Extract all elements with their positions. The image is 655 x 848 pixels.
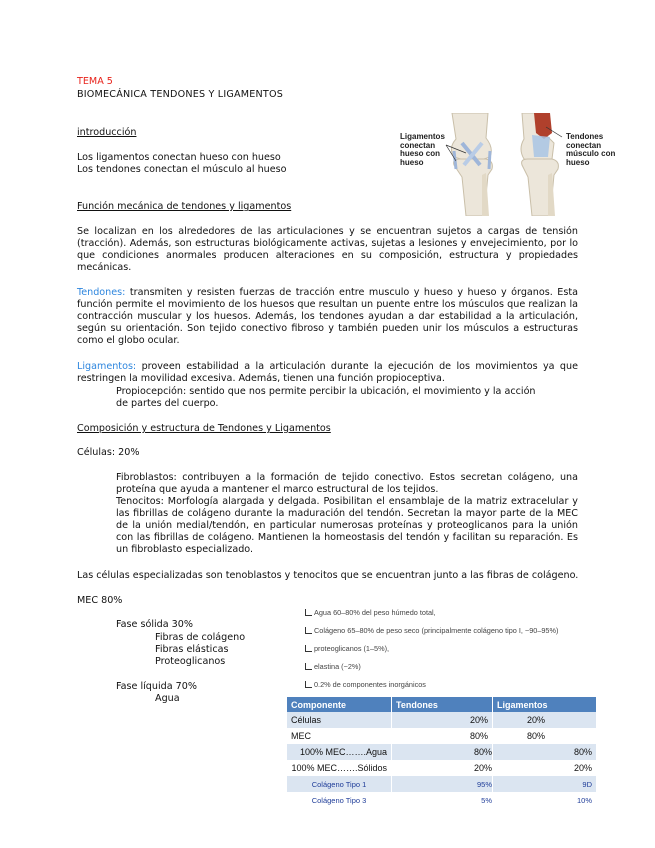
table-cell: 80% bbox=[493, 744, 597, 760]
table-cell: 100% MEC…….Sólidos bbox=[287, 760, 392, 776]
fibroblastos-paragraph: Fibroblastos: contribuyen a la formación de tejido conectivo. Estos secretan colágeno, una proteína que ayuda a mantener el marco estructural de los tejidos. bbox=[116, 472, 578, 495]
table-cell: 80% bbox=[392, 744, 493, 760]
checkbox-icon bbox=[305, 681, 312, 688]
table-cell: 20% bbox=[392, 760, 493, 776]
checkbox-icon bbox=[305, 627, 312, 634]
fase-solida-label: Fase sólida 30% bbox=[116, 619, 194, 630]
table-cell: Colágeno Tipo 3 bbox=[287, 792, 392, 808]
column-header: Tendones bbox=[392, 697, 493, 712]
table-row bbox=[287, 792, 597, 808]
ligamentos-text: proveen estabilidad a la articulación durante la ejecución de los movimientos ya que restringen la movilidad excesiva. Además, tienen una función propioceptiva. bbox=[77, 361, 578, 384]
component-list bbox=[305, 608, 558, 698]
table-cell: 95% bbox=[392, 776, 493, 792]
table-cell: 9D bbox=[493, 776, 597, 792]
funcion-paragraph: Se localizan en los alrededores de las articulaciones y se encuentran sujetos a cargas de tensión (tracción). Además, son estructuras biológicamente activas, sujetas a lesiones y envejecimiento, por lo que condiciones anormales producen alteraciones en su composición, estructura y propiedades mecánicas. bbox=[77, 226, 578, 273]
figure-label-tendones: Tendones conectan músculo con hueso bbox=[566, 132, 616, 167]
list-item: proteoglicanos (1–5%), bbox=[305, 644, 558, 662]
intro-line-ligamentos: Los ligamentos conectan hueso con hueso bbox=[77, 152, 281, 163]
list-item: 0.2% de componentes inorgánicos bbox=[305, 680, 558, 698]
list-item: Agua 60–80% del peso húmedo total, bbox=[305, 608, 558, 626]
table-header-row bbox=[287, 697, 597, 712]
celulas-label: Células: 20% bbox=[77, 447, 140, 458]
solida-item: Fibras elásticas bbox=[155, 644, 229, 655]
table-cell: 100% MEC…….Agua bbox=[287, 744, 392, 760]
tendones-text: transmiten y resisten fuerzas de tracción entre musculo y hueso y hueso y órganos. Esta función permite el movimiento de los huesos que resultan un puente entre los músculos que realizan la contracción muscular y los huesos. Además, los tendones ayudan a dar estabilidad a la articulación, según su orientación. Son tejido conectivo fibroso y también pueden unir los músculos a estructuras como el globo ocular. bbox=[77, 287, 578, 346]
list-item: elastina (~2%) bbox=[305, 662, 558, 680]
table-cell: 80% bbox=[493, 728, 597, 744]
ligamentos-paragraph bbox=[77, 361, 578, 385]
tenocitos-paragraph: Tenocitos: Morfología alargada y delgada. Posibilitan el ensamblaje de la matriz extracelular y las fibrillas de colágeno durante la maduración del tendón. Secretan la mayor parte de la MEC de la unión medial/tendón, en particular numerosas proteínas y proteoglicanos para la unión con las fibrillas de colágeno. Mantienen la homeostasis del tendón y facilitan su reparación. Es un fibroblasto especializado. bbox=[116, 496, 578, 555]
table-cell: 80% bbox=[392, 728, 493, 744]
knee-anatomy-figure bbox=[394, 113, 621, 216]
composicion-heading: Composición y estructura de Tendones y Ligamentos bbox=[77, 423, 331, 434]
especializadas-line: Las células especializadas son tenoblastos y tenocitos que se encuentran junto a las fibras de colágeno. bbox=[77, 570, 579, 581]
solida-item: Proteoglicanos bbox=[155, 656, 226, 667]
table-cell: 5% bbox=[392, 792, 493, 808]
tendones-term: Tendones: bbox=[77, 287, 126, 298]
table-cell: 20% bbox=[392, 712, 493, 728]
checkbox-icon bbox=[305, 663, 312, 670]
checkbox-icon bbox=[305, 609, 312, 616]
solida-item: Fibras de colágeno bbox=[155, 632, 246, 643]
propiocepcion-line-1: Propiocepción: sentido que nos permite percibir la ubicación, el movimiento y la acción bbox=[116, 386, 536, 397]
table-cell: 20% bbox=[493, 712, 597, 728]
liquida-item: Agua bbox=[155, 693, 180, 704]
funcion-heading: Función mecánica de tendones y ligamentos bbox=[77, 201, 292, 212]
checkbox-icon bbox=[305, 645, 312, 652]
intro-heading: introducción bbox=[77, 127, 137, 138]
document-title: BIOMECÁNICA TENDONES Y LIGAMENTOS bbox=[77, 89, 283, 100]
table-cell: Colágeno Tipo 1 bbox=[287, 776, 392, 792]
table-cell: Células bbox=[287, 712, 392, 728]
column-header: Ligamentos bbox=[493, 697, 597, 712]
ligamentos-term: Ligamentos: bbox=[77, 361, 137, 372]
fase-liquida-label: Fase líquida 70% bbox=[116, 681, 197, 692]
tema-label: TEMA 5 bbox=[77, 76, 113, 87]
table-row bbox=[287, 728, 597, 744]
table-row bbox=[287, 744, 597, 760]
composition-table bbox=[287, 697, 597, 808]
figure-label-ligamentos: Ligamentos conectan hueso con hueso bbox=[400, 132, 445, 167]
column-header: Componente bbox=[287, 697, 392, 712]
table-row bbox=[287, 712, 597, 728]
intro-line-tendones: Los tendones conectan el músculo al hueso bbox=[77, 164, 287, 175]
mec-label: MEC 80% bbox=[77, 595, 123, 606]
propiocepcion-line-2: de partes del cuerpo. bbox=[116, 398, 219, 409]
table-cell: MEC bbox=[287, 728, 392, 744]
table-row bbox=[287, 776, 597, 792]
list-item: Colágeno 65–80% de peso seco (principalmente colágeno tipo I, ~90–95%) bbox=[305, 626, 558, 644]
table-cell: 20% bbox=[493, 760, 597, 776]
table-row bbox=[287, 760, 597, 776]
table-cell: 10% bbox=[493, 792, 597, 808]
tendones-paragraph bbox=[77, 287, 578, 347]
